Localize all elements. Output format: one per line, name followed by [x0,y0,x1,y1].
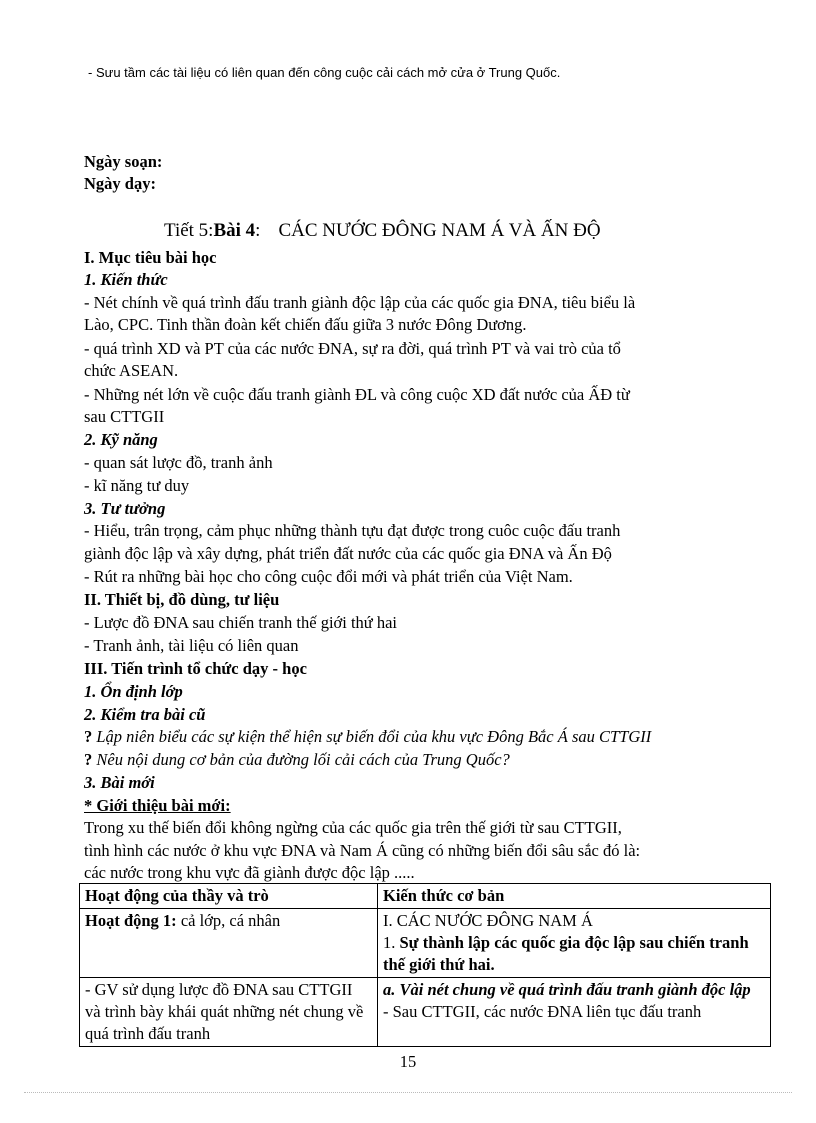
page-divider [24,1092,792,1093]
kien-thuc-heading: 1. Kiến thức [84,270,168,289]
question-text: Nêu nội dung cơ bản của đường lối cải cách của Trung Quốc? [92,750,510,769]
table-cell: - GV sử dụng lược đồ ĐNA sau CTTGII và trình bày khái quát những nét chung về quá trình đấu tranh [80,978,378,1047]
section-1-heading: I. Mục tiêu bài học [84,248,217,267]
knowledge-title: I. CÁC NƯỚC ĐÔNG NAM Á [383,911,593,930]
tu-tuong-line: giành độc lập và xây dựng, phát triển đất nước của các quốc gia ĐNA và Ấn Độ [84,544,612,563]
kien-thuc-line: - Những nét lớn về cuộc đấu tranh giành ĐL và công cuộc XD đất nước của ẤĐ từ [84,385,630,404]
lesson-number: Bài 4 [213,220,256,241]
question-mark: ? [84,727,93,746]
table-header-row [80,884,771,909]
subtitle-number: 1. [383,933,400,952]
lesson-label: Tiết 5: [164,220,214,241]
kiem-tra-heading: 2. Kiểm tra bài cũ [84,705,206,724]
gioi-thieu-heading: * Giới thiệu bài mới: [84,796,231,815]
section-2-heading: II. Thiết bị, đồ dùng, tư liệu [84,590,280,609]
knowledge-heading: a. Vài nét chung về quá trình đấu tranh giành độc lập [383,980,751,999]
lesson-table [79,883,771,1047]
subtitle-text: Sự thành lập các quốc gia độc lập sau chiến tranh thế giới thứ hai. [383,933,749,974]
kien-thuc-line: - Nét chính về quá trình đấu tranh giành độc lập của các quốc gia ĐNA, tiêu biểu là [84,293,636,312]
tu-tuong-line: - Rút ra những bài học cho công cuộc đổi mới và phát triển của Việt Nam. [84,567,573,586]
page-number: 15 [399,1052,417,1071]
tu-tuong-line: - Hiểu, trân trọng, cảm phục những thành tựu đạt được trong cuôc cuộc đấu tranh [84,521,621,540]
kien-thuc-line: chức ASEAN. [84,361,179,380]
table-row [80,978,771,1047]
gioi-thieu-line: các nước trong khu vực đã giành được độc lập ..... [84,863,415,882]
table-row [80,909,771,978]
kien-thuc-line: Lào, CPC. Tinh thần đoàn kết chiến đấu giữa 3 nước Đông Dương. [84,315,527,334]
table-cell [80,909,378,978]
table-header-activity: Hoạt động của thầy và trò [80,884,378,909]
table-cell [378,909,771,978]
knowledge-subtitle [383,932,765,976]
question-mark: ? [84,750,93,769]
review-question-2 [84,749,510,771]
knowledge-text: - Sau CTTGII, các nước ĐNA liên tục đấu tranh [383,1002,702,1021]
section-2-line: - Lược đồ ĐNA sau chiến tranh thế giới thứ hai [84,613,398,632]
table-header-knowledge: Kiến thức cơ bản [378,884,771,909]
section-3-heading: III. Tiến trình tổ chức dạy - học [84,659,307,678]
top-note: - Sưu tầm các tài liệu có liên quan đến công cuộc cải cách mở cửa ở Trung Quốc. [88,65,561,80]
question-text: Lập niên biểu các sự kiện thể hiện sự biến đổi của khu vực Đông Bắc Á sau CTTGII [92,727,652,746]
review-question-1 [84,726,651,748]
kien-thuc-line: - quá trình XD và PT của các nước ĐNA, sự ra đời, quá trình PT và vai trò của tổ [84,339,621,358]
on-dinh-heading: 1. Ổn định lớp [84,682,183,701]
lesson-colon: : [255,220,261,241]
kien-thuc-line: sau CTTGII [84,407,165,426]
activity-desc: cả lớp, cá nhân [176,911,281,930]
bai-moi-heading: 3. Bài mới [84,773,155,792]
ngay-soan-label: Ngày soạn: [84,152,163,171]
section-2-line: - Tranh ảnh, tài liệu có liên quan [84,636,299,655]
ngay-day-label: Ngày dạy: [84,174,156,193]
ky-nang-line: - kĩ năng tư duy [84,476,190,495]
lesson-title [164,220,601,242]
ky-nang-heading: 2. Kỹ năng [84,430,158,449]
gioi-thieu-line: tình hình các nước ở khu vực ĐNA và Nam Á cũng có những biến đổi sâu sắc đó là: [84,841,641,860]
lesson-name: CÁC NƯỚC ĐÔNG NAM Á VÀ ẤN ĐỘ [278,220,601,241]
table-cell [378,978,771,1047]
activity-label: Hoạt động 1: [85,911,177,930]
gioi-thieu-line: Trong xu thế biến đổi không ngừng của các quốc gia trên thế giới từ sau CTTGII, [84,818,622,837]
ky-nang-line: - quan sát lược đồ, tranh ảnh [84,453,273,472]
tu-tuong-heading: 3. Tư tưởng [84,499,166,518]
